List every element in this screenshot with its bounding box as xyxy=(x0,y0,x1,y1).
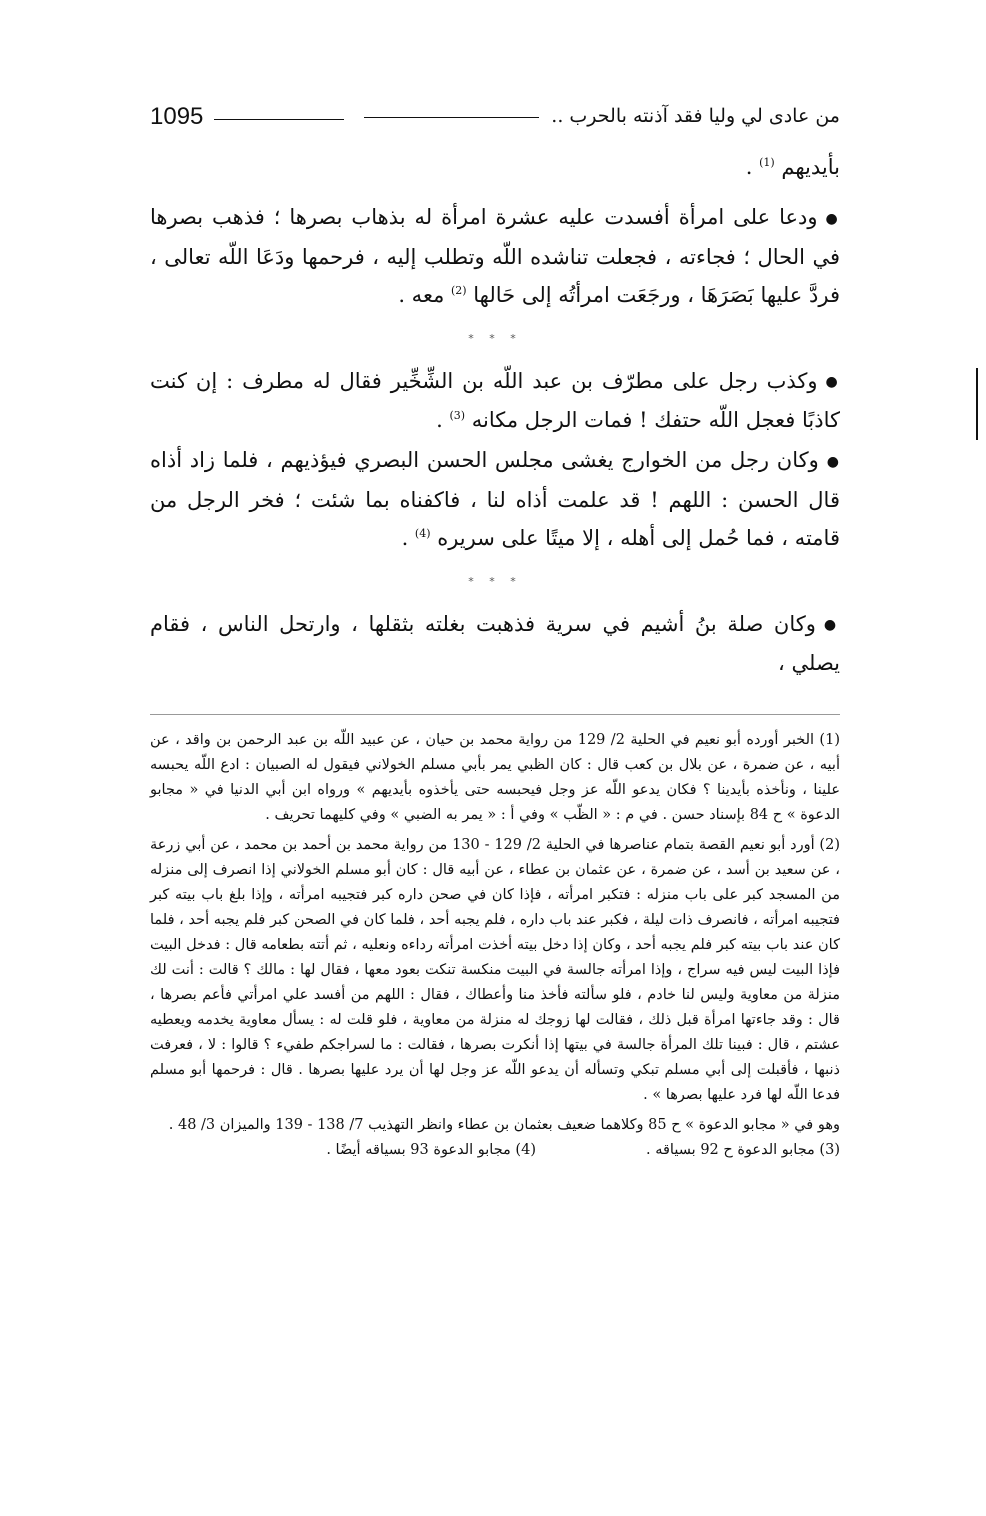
main-text xyxy=(150,148,840,684)
bullet-icon: ● xyxy=(826,453,841,470)
running-title-dash xyxy=(364,117,539,118)
spacer xyxy=(150,188,840,198)
section-separator: * * * xyxy=(468,331,522,345)
paragraph-end: . xyxy=(745,155,760,179)
page-number: 1095 xyxy=(150,103,204,130)
footnote-ref: (3) xyxy=(449,409,466,422)
page-header xyxy=(150,100,840,134)
footnote-2: (2) أورد أبو نعيم القصة بتمام عناصرها في الحلية 2/ 129 - 130 من رواية محمد بن أحمد بن محمد ، عن أبي زرعة ، عن سعيد بن أسد ، عن ضمرة ، عن عثمان بن عطاء ، عن أبيه قال : كان أبو مسلم الخولاني إذا انصرف إلى منزله من المسجد كبر على باب منزله : فتكبر امرأته ، فإذا كان في صحن داره كبر فتجيبه امرأته ، وإذا بلغ باب بيته كبر فتجيبه امرأته ، فانصرف ذات ليلة ، فكبر عند باب داره ، فلم يجبه أحد ، فلما كان في الصحن كبر فلم يجبه أحد ، فلما كان عند باب بيته كبر فلم يجبه أحد ، وكان إذا دخل بيته أخذت امرأته رداءه ونعليه ، ثم أتته بطعامه قال : فدخل البيت فإذا البيت ليس فيه سراج ، وإذا امرأته جالسة في البيت منكسة تنكت بعود معها ، فقال لها : مالك ؟ قالت : أنت لك منزلة من معاوية وليس لنا خادم ، فلو سألته فأخذ منا وأعطاك ، فقال : اللهم من أفسد علي امرأتي فأعم بصرها ، قال : وقد جاءتها امرأة قبل ذلك ، فقالت لها زوجك له منزلة من معاوية ، فلو قلت له : يسأل معاوية يخدمه ويعطيه عشتم ، قال : فبينا تلك المرأة جالسة في بيتها إذا أنكرت بصرها ، فقالت : ما لسراجكم طفيء ؟ قالوا : لا ، فعرفت ذنبها ، فأقبلت إلى أبي مسلم تبكي وتسأله أن يدعو اللّه عز وجل لها أن يرد عليها بصرها . قال : فرحمها أبو مسلم فدعا اللّه لها فرد عليها بصرها » . xyxy=(150,837,840,1103)
bullet-icon: ● xyxy=(825,374,840,390)
section-separator: * * * xyxy=(468,574,522,588)
running-title-text: من عادى لي وليا فقد آذنته بالحرب .. xyxy=(545,105,840,127)
bullet-icon: ● xyxy=(823,617,840,633)
footnote-ref: (4) xyxy=(414,526,431,540)
paragraph xyxy=(150,441,840,557)
paragraph-continuation xyxy=(150,148,840,186)
paragraph-text: وكان رجل من الخوارج يغشى مجلس الحسن البصري فيؤذيهم ، فلما زاد أذاه قال الحسن : اللهم ! قد علمت أذاه لنا ، فاكفناه بما شئت ؛ فخر الرجل من قامته ، فما حُمل إلى أهله ، إلا ميتًا على سريره xyxy=(150,448,840,550)
paragraph-text: وكذب رجل على مطرّف بن عبد اللّه بن الشِّخِّير فقال له مطرف : إن كنت كاذبًا فعجل اللّه حتفك ! فمات الرجل مكانه xyxy=(150,368,840,432)
paragraph-end: . xyxy=(436,408,450,432)
paragraph-text: وكان صلة بنُ أشيم في سرية فذهبت بغلته بثقلها ، وارتحل الناس ، فقام يصلي ، xyxy=(150,611,840,675)
running-title xyxy=(364,100,840,132)
footnote-3: (3) مجابو الدعوة ح 92 بسياقه . xyxy=(646,1142,840,1158)
footnote-ref: (1) xyxy=(759,156,775,169)
paragraph-end: معه . xyxy=(398,282,451,307)
margin-mark xyxy=(976,368,978,440)
paragraph xyxy=(150,605,840,683)
footnotes xyxy=(150,728,840,1163)
paragraph xyxy=(150,198,840,314)
footnote-ref: (2) xyxy=(451,283,467,297)
paragraph-text: ودعا على امرأة أفسدت عليه عشرة امرأة له بذهاب بصرها ؛ فذهب بصرها في الحال ؛ فجاءته ، فجعلت تناشده اللّه وتطلب إليه ، فرحمها ودَعَا اللّه تعالى ، فردَّ عليها بَصَرَهَا ، ورجَعَت امرأتُه إلى حَالها xyxy=(150,205,840,307)
footnote-4: (4) مجابو الدعوة 93 بسياقه أيضًا . xyxy=(326,1142,536,1158)
footnote-2-tail: وهو في « مجابو الدعوة » ح 85 وكلاهما ضعيف بعثمان بن عطاء وانظر التهذيب 7/ 138 - 139 والميزان 3/ 48 . xyxy=(168,1117,840,1133)
paragraph-text: بأيديهم xyxy=(781,155,840,179)
footnote-row xyxy=(150,1138,840,1163)
paragraph-end: . xyxy=(401,525,415,550)
paragraph xyxy=(150,362,840,440)
footnote-1: (1) الخبر أورده أبو نعيم في الحلية 2/ 129 من رواية محمد بن حيان ، عن عبيد اللّه بن عبد الرحمن بن واقد ، عن أبيه ، عن ضمرة ، عن بلال بن كعب قال : كان الظبي يمر بأبي مسلم الخولاني فيقول له الصبيان : ادع اللّه يحبسه علينا ، ونأخذه بأيدينا ؟ فكان يدعو اللّه عز وجل فيحبسه حتى يأخذوه بأيديهم » ورواه ابن أبي الدنيا في « مجابو الدعوة » ح 84 بإسناد حسن . في م : « الظّب » وفي أ : « يمر به الضبي » وفي كليهما تحريف . xyxy=(150,732,840,823)
bullet-icon: ● xyxy=(825,210,840,227)
header-rule xyxy=(214,119,344,120)
footnote-divider xyxy=(150,714,840,715)
